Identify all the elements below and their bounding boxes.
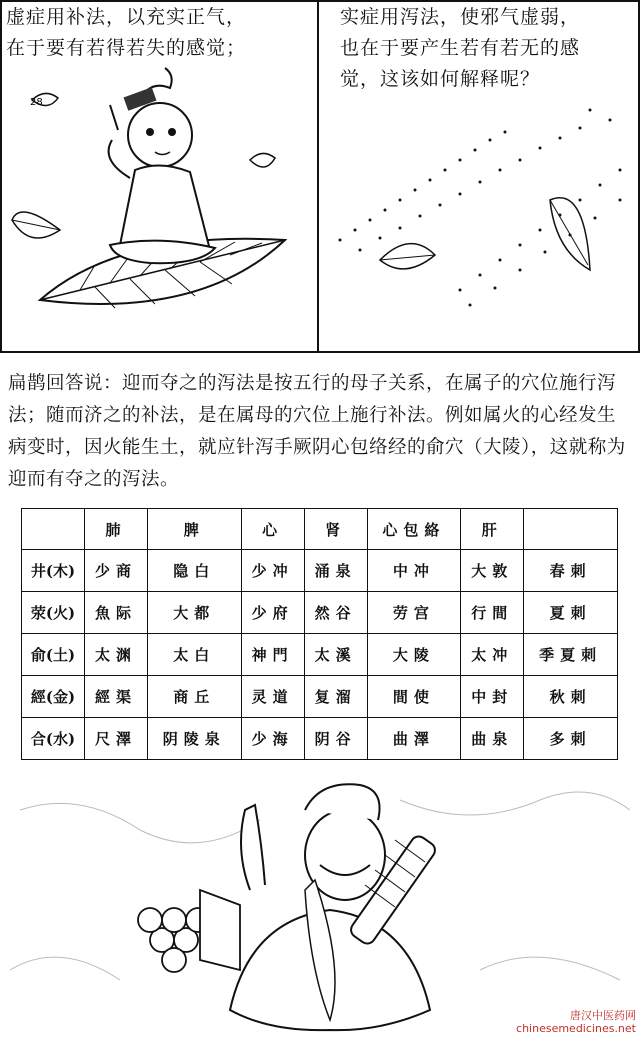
table-cell: 少府 (241, 592, 304, 634)
row-label: 經(金) (22, 676, 85, 718)
table-cell: 少冲 (241, 550, 304, 592)
table-cell: 涌泉 (304, 550, 367, 592)
table-row (22, 592, 618, 634)
table-cell: 中封 (461, 676, 524, 718)
watermark-chinese: 唐汉中医药网 (570, 1009, 636, 1022)
table-cell: 中冲 (367, 550, 461, 592)
table-cell: 少商 (85, 550, 148, 592)
right-panel-caption: 实症用泻法，使邪气虚弱， 也在于要产生若有若无的感 觉，这该如何解释呢？ (340, 6, 581, 90)
header-cell: 肾 (304, 509, 367, 550)
table-cell: 春刺 (524, 550, 618, 592)
sage-with-scroll-illustration (0, 770, 640, 1037)
table-header-row (22, 509, 618, 550)
table-row (22, 718, 618, 760)
header-cell: 肝 (461, 509, 524, 550)
left-panel-caption: 虚症用补法，以充实正气， 在于要有若得若失的感觉； (6, 6, 247, 59)
table-cell: 灵道 (241, 676, 304, 718)
row-label: 俞(土) (22, 634, 85, 676)
table-cell: 曲泉 (461, 718, 524, 760)
panel-divider (317, 0, 319, 353)
bird-number-label: 28 (30, 97, 43, 108)
five-shu-points-table (21, 508, 618, 760)
table-cell: 劳宫 (367, 592, 461, 634)
table-cell: 太渊 (85, 634, 148, 676)
table-cell: 神門 (241, 634, 304, 676)
table-cell: 尺澤 (85, 718, 148, 760)
table-row (22, 676, 618, 718)
header-cell: 心包絡 (367, 509, 461, 550)
table-cell: 太冲 (461, 634, 524, 676)
table-cell: 太溪 (304, 634, 367, 676)
header-cell: 心 (241, 509, 304, 550)
table-cell: 复溜 (304, 676, 367, 718)
table-cell: 行間 (461, 592, 524, 634)
child-on-leaf-illustration (0, 60, 316, 352)
table-row (22, 550, 618, 592)
header-cell (524, 509, 618, 550)
table-cell: 曲澤 (367, 718, 461, 760)
table-cell: 大陵 (367, 634, 461, 676)
watermark-url: chinesemedicines.net (516, 1022, 636, 1035)
table-cell: 少海 (241, 718, 304, 760)
table-cell: 商丘 (147, 676, 241, 718)
answer-paragraph: 扁鹊回答说：迎而夺之的泻法是按五行的母子关系，在属子的穴位施行泻法；随而济之的补法，是在属母的穴位上施行补法。例如属火的心经发生病变时，因火能生土，就应针泻手厥阴心包络经的俞穴（大陵），这就称为迎而有夺之的泻法。 (8, 373, 626, 490)
table-cell: 太白 (147, 634, 241, 676)
table-cell: 阴陵泉 (147, 718, 241, 760)
header-cell (22, 509, 85, 550)
table-cell: 隐白 (147, 550, 241, 592)
table-cell: 季夏刺 (524, 634, 618, 676)
row-label: 荥(火) (22, 592, 85, 634)
site-watermark (516, 1009, 636, 1035)
table-cell: 魚际 (85, 592, 148, 634)
table-cell: 經渠 (85, 676, 148, 718)
header-cell: 脾 (147, 509, 241, 550)
table-cell: 然谷 (304, 592, 367, 634)
table-cell: 大敦 (461, 550, 524, 592)
row-label: 合(水) (22, 718, 85, 760)
table-cell: 大都 (147, 592, 241, 634)
wind-leaves-illustration (320, 90, 638, 352)
table-cell: 間使 (367, 676, 461, 718)
row-label: 井(木) (22, 550, 85, 592)
table-cell: 多刺 (524, 718, 618, 760)
table-cell: 夏刺 (524, 592, 618, 634)
header-cell: 肺 (85, 509, 148, 550)
table-row (22, 634, 618, 676)
table-cell: 阴谷 (304, 718, 367, 760)
table-cell: 秋刺 (524, 676, 618, 718)
